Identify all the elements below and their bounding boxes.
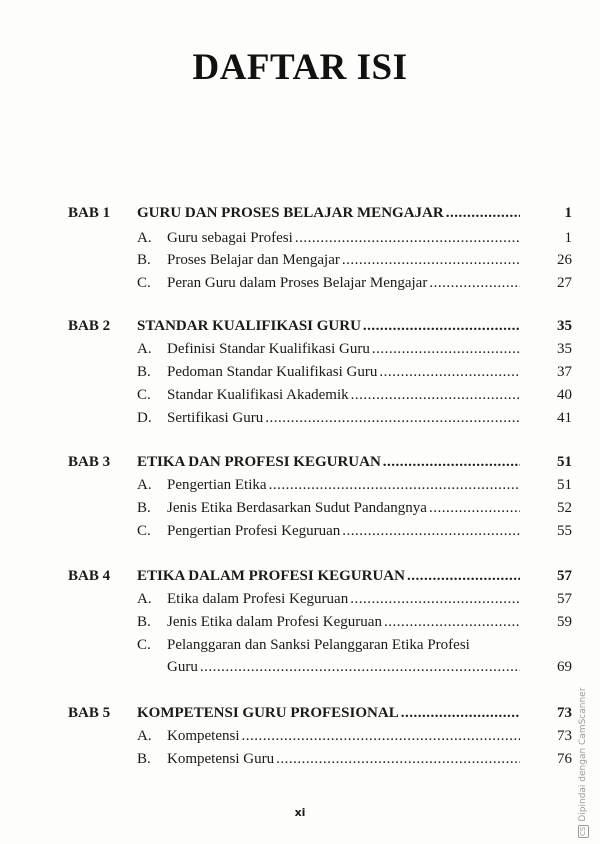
section-title: Pengertian Etika [167,477,267,493]
section-letter: A. [137,591,152,607]
scanner-watermark [578,688,589,838]
toc-section-row[interactable] [137,408,572,428]
page-number: 26 [557,252,572,268]
page-number: 52 [557,500,572,516]
toc-chapter-row[interactable] [137,316,572,336]
camscanner-icon: CS [579,826,587,836]
toc-chapter-row[interactable] [137,452,572,472]
toc-section-row[interactable] [137,385,572,405]
toc-section-row[interactable] [137,475,572,495]
page-number: 40 [557,387,572,403]
toc-section-row[interactable] [137,362,572,382]
section-letter: B. [137,364,151,380]
toc-section-row[interactable] [137,273,572,293]
section-title: Kompetensi Guru [167,751,275,767]
toc-chapter-row[interactable] [137,203,572,223]
chapter-title: ETIKA DAN PROFESI KEGURUAN [137,454,381,470]
page-number: 27 [557,275,572,291]
dot-leader [342,250,520,270]
toc-section-row[interactable] [137,339,572,359]
page-number: 57 [557,591,572,607]
dot-leader [379,362,520,382]
dot-leader [429,498,520,518]
page-number: 35 [557,318,572,334]
page-number: 73 [557,728,572,744]
page-number: 41 [557,410,572,426]
section-title: Kompetensi [167,728,240,744]
dot-leader [363,316,520,336]
dot-leader [200,657,520,677]
dot-leader [295,228,520,248]
page-number: 59 [557,614,572,630]
dot-leader [383,452,520,472]
section-letter: B. [137,500,151,516]
dot-leader [401,703,520,723]
section-title: Etika dalam Profesi Keguruan [167,591,349,607]
chapter-title: GURU DAN PROSES BELAJAR MENGAJAR [137,205,444,221]
section-title: Standar Kualifikasi Akademik [167,387,349,403]
dot-leader [384,612,520,632]
section-letter: A. [137,477,152,493]
section-title: Peran Guru dalam Proses Belajar Mengajar [167,275,428,291]
chapter-number: BAB 4 [68,568,111,584]
page-number: 1 [564,230,572,246]
section-title: Jenis Etika Berdasarkan Sudut Pandangnya [167,500,427,516]
section-letter: C. [137,387,151,403]
toc-chapter-row[interactable] [137,703,572,723]
page-number: 35 [557,341,572,357]
dot-leader [446,203,520,223]
section-title: Sertifikasi Guru [167,410,264,426]
page-title: DAFTAR ISI [192,47,408,88]
chapter-number: BAB 1 [68,205,111,221]
section-title: Pelanggaran dan Sanksi Pelanggaran Etika Profesi [167,637,470,653]
section-letter: C. [137,523,151,539]
toc-section-row-continued[interactable] [137,657,572,677]
page-number: 37 [557,364,572,380]
dot-leader [342,521,520,541]
section-title-continued: Guru [167,659,198,675]
page-number: 69 [557,659,572,675]
chapter-title: KOMPETENSI GURU PROFESIONAL [137,705,399,721]
chapter-number: BAB 3 [68,454,111,470]
dot-leader [265,408,520,428]
section-letter: B. [137,751,151,767]
toc-chapter-row[interactable] [137,566,572,586]
page-number: 76 [557,751,572,767]
dot-leader [407,566,520,586]
chapter-number: BAB 5 [68,705,111,721]
dot-leader [429,273,520,293]
toc-section-row[interactable] [137,635,572,655]
dot-leader [350,589,520,609]
section-title: Pedoman Standar Kualifikasi Guru [167,364,378,380]
toc-section-row[interactable] [137,726,572,746]
toc-section-row[interactable] [137,749,572,769]
page-number: 51 [557,477,572,493]
section-title: Pengertian Profesi Keguruan [167,523,341,539]
page-number: 73 [557,705,572,721]
section-letter: D. [137,410,152,426]
page-number: 1 [564,205,572,221]
section-letter: B. [137,252,151,268]
section-letter: A. [137,341,152,357]
toc-section-row[interactable] [137,521,572,541]
section-title: Definisi Standar Kualifikasi Guru [167,341,370,357]
section-letter: B. [137,614,151,630]
dot-leader [269,475,520,495]
page-number: 55 [557,523,572,539]
toc-section-row[interactable] [137,589,572,609]
toc-section-row[interactable] [137,498,572,518]
dot-leader [351,385,520,405]
page-number: 51 [557,454,572,470]
section-letter: A. [137,728,152,744]
section-letter: C. [137,275,151,291]
toc-section-row[interactable] [137,250,572,270]
toc-section-row[interactable] [137,612,572,632]
toc-section-row[interactable] [137,228,572,248]
chapter-title: STANDAR KUALIFIKASI GURU [137,318,361,334]
page-number: 57 [557,568,572,584]
section-letter: A. [137,230,152,246]
section-letter: C. [137,637,151,653]
footer-page-number: xi [294,806,306,819]
chapter-number: BAB 2 [68,318,111,334]
chapter-title: ETIKA DALAM PROFESI KEGURUAN [137,568,405,584]
dot-leader [276,749,520,769]
dot-leader [372,339,520,359]
section-title: Proses Belajar dan Mengajar [167,252,340,268]
section-title: Jenis Etika dalam Profesi Keguruan [167,614,382,630]
watermark-text: Dipindai dengan CamScanner [578,687,588,822]
dot-leader [242,726,521,746]
section-title: Guru sebagai Profesi [167,230,293,246]
